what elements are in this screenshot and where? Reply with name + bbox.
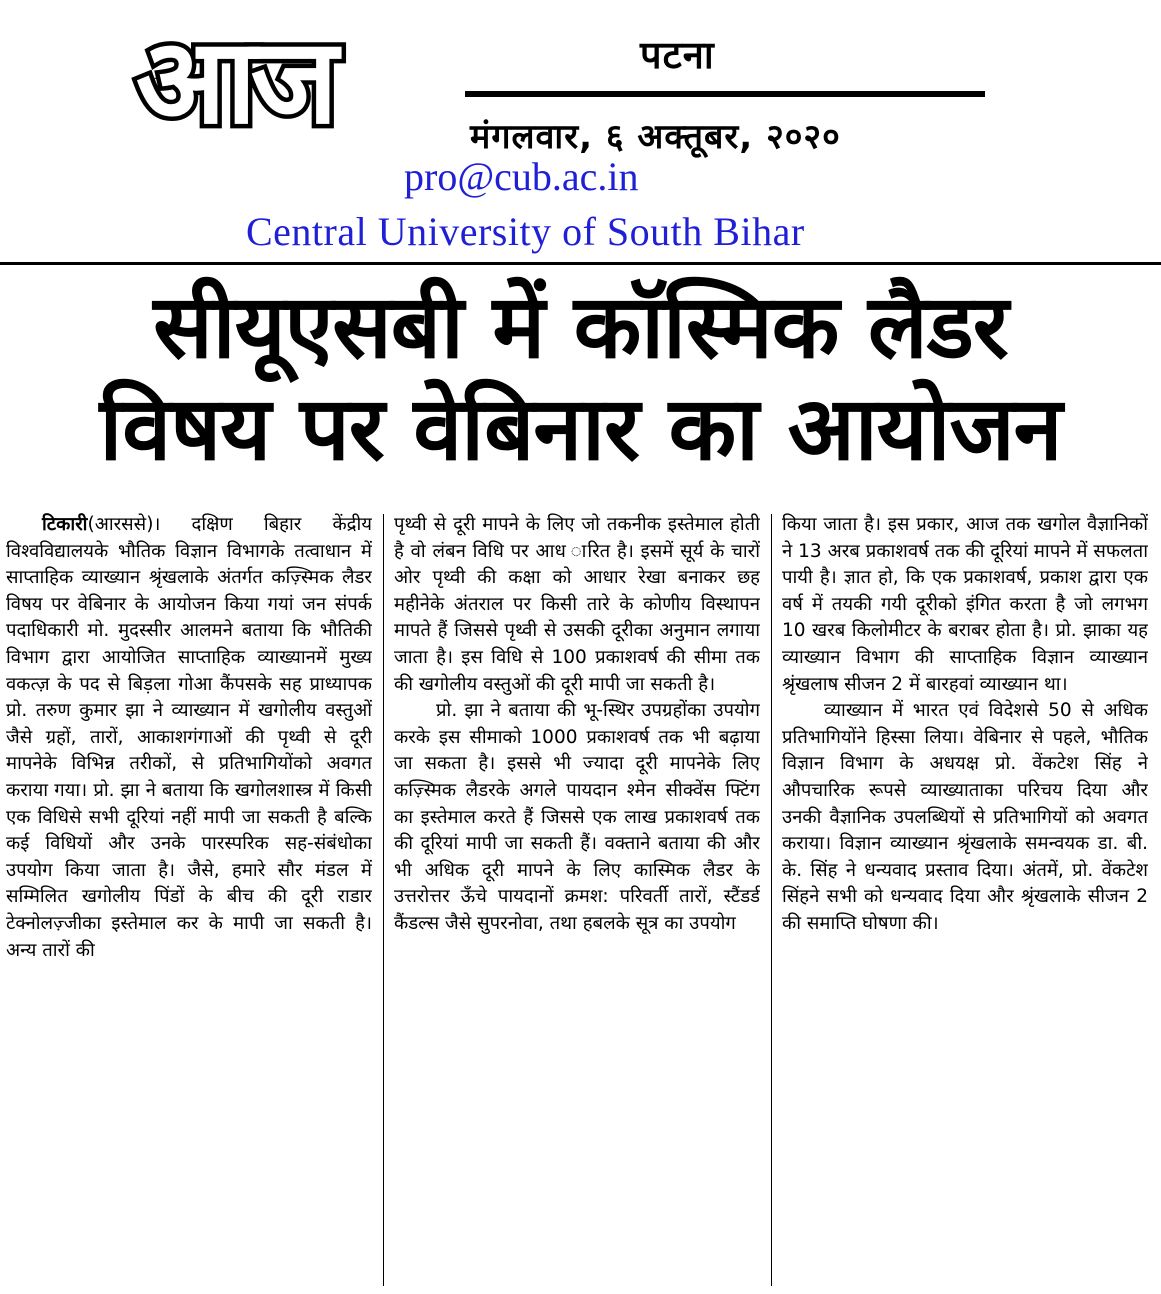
masthead-divider [465,91,985,97]
logo-text: आज [135,14,333,130]
column-2-paragraph-2: प्रो. झा ने बताया की भू-स्थिर उपग्रहोंका उपयोग करके इस सीमाको 1000 प्रकाशवर्ष तक भी बढ़ाया जा सकता है। इससे भी ज्यादा दूरी मापनेके लिए कज़्स्मिक लैडरके अगले पायदान श्मेन सीक्वेंस फ्टिंग का इस्तेमाल करते हैं जिससे एक लाख प्रकाशवर्ष तक की दूरियां मापी जा सकती हैं। वक्ताने बताया की और भी अधिक दूरी मापने के लिए कास्मिक लैडर के उत्तरोत्तर ऊँचे पायदानों क्रमश: परिवर्ती तारों, स्टैंडर्ड कैंडल्स जैसे सुपरनोवा, तथा हबलके सूत्र का उपयोग [394,700,760,934]
headline-line-2: विषय पर वेबिनार का आयोजन [99,377,1062,480]
headline-line-1: सीयूएसबी में कॉस्मिक लैडर [153,275,1008,378]
university-name: Central University of South Bihar [246,209,805,254]
header-divider [0,262,1161,265]
dateline: टिकारी [42,514,88,535]
column-divider [771,514,772,1286]
article-column-3 [782,512,1148,1288]
newspaper-logo [84,14,384,130]
edition-date: मंगलवार, ६ अक्तूबर, २०२० [470,117,841,157]
edition-city: पटना [640,33,715,77]
article-body [6,512,1156,1288]
contact-email: pro@cub.ac.in [404,154,639,199]
column-1-paragraph [6,512,372,964]
column-2-paragraph-1: पृथ्वी से दूरी मापने के लिए जो तकनीक इस्तेमाल होती है वो लंबन विधि पर आध ारित है। इसमें सूर्य के चारों ओर पृथ्वी की कक्षा को आधार रेखा बनाकर छह महीनेके अंतराल पर किसी तारे के कोणीय विस्थापन मापते हैं जिससे पृथ्वी से उसकी दूरीका अनुमान लगाया जाता है। इस विधि से 100 प्रकाशवर्ष की सीमा तक की खगोलीय वस्तुओं की दूरी मापी जा सकती है। [394,514,760,695]
news-source: (आरससे)। [87,514,161,535]
column-divider [383,514,384,1286]
article-column-2 [394,512,760,1288]
column-3-paragraph-2: व्याख्यान में भारत एवं विदेशसे 50 से अधिक प्रतिभागियोंने हिस्सा लिया। वेबिनार से पहले, भौतिक विज्ञान विभाग के अधयक्ष प्रो. वेंकटेश सिंह ने औपचारिक रूपसे व्याख्याताका परिचय दिया और उनकी वैज्ञानिक उपलब्धियों से प्रतिभागियों को अवगत कराया। विज्ञान व्याख्यान श्रृंखलाके समन्वयक डा. बी. के. सिंह ने धन्यवाद प्रस्ताव दिया। अंतमें, प्रो. वेंकटेश सिंहने सभी को धन्यवाद दिया और श्रृंखलाके सीजन 2 की समाप्ति घोषणा की। [782,700,1148,934]
article-column-1 [6,512,372,1288]
column-1-text: दक्षिण बिहार केंद्रीय विश्वविद्यालयके भौतिक विज्ञान विभागके तत्वाधान में साप्ताहिक व्याख्यान श्रृंखलाके अंतर्गत कज़्स्मिक लैडर विषय पर वेबिनार के आयोजन किया गयां जन संपर्क पदाधिकारी मो. मुदस्सीर आलमने बताया कि भौतिकी विभाग द्वारा आयोजित साप्ताहिक व्याख्यानमें मुख्य वकत्ज़ के पद से बिड़ला गोआ कैंपसके सह प्राध्यापक प्रो. तरुण कुमार झा ने व्याख्यान में खगोलीय वस्तुओं जैसे ग्रहों, तारों, आकाशगंगाओं की पृथ्वी से दूरी मापनेके विभिन्न तरीकों, से प्रतिभागियोंको अवगत कराया गया। प्रो. झा ने बताया कि खगोलशास्त्र में किसी एक विधिसे सभी दूरियां नहीं मापी जा सकती है बल्कि कई विधियों और उनके पारस्परिक सह-संबंधोका उपयोग किया जाता है। जैसे, हमारे सौर मंडल में सम्मिलित खगोलीय पिंडों के बीच की दूरी राडार टेक्नोलज़्जीका इस्तेमाल कर के मापी जा सकती है। अन्य तारों की [6,514,372,961]
aaj-logo-mark [84,14,384,130]
article-headline [0,276,1161,480]
column-3-paragraph-1: किया जाता है। इस प्रकार, आज तक खगोल वैज्ञानिकों ने 13 अरब प्रकाशवर्ष तक की दूरियां मापने में सफलता पायी है। ज्ञात हो, कि एक प्रकाशवर्ष, प्रकाश द्वारा एक वर्ष में तयकी गयी दूरीको इंगित करता है जो लगभग 10 खरब किलोमीटर के बराबर होता है। प्रो. झाका यह व्याख्यान विभाग की साप्ताहिक विज्ञान व्याख्यान श्रृंखलाष सीजन 2 में बारहवां व्याख्यान था। [782,514,1148,695]
